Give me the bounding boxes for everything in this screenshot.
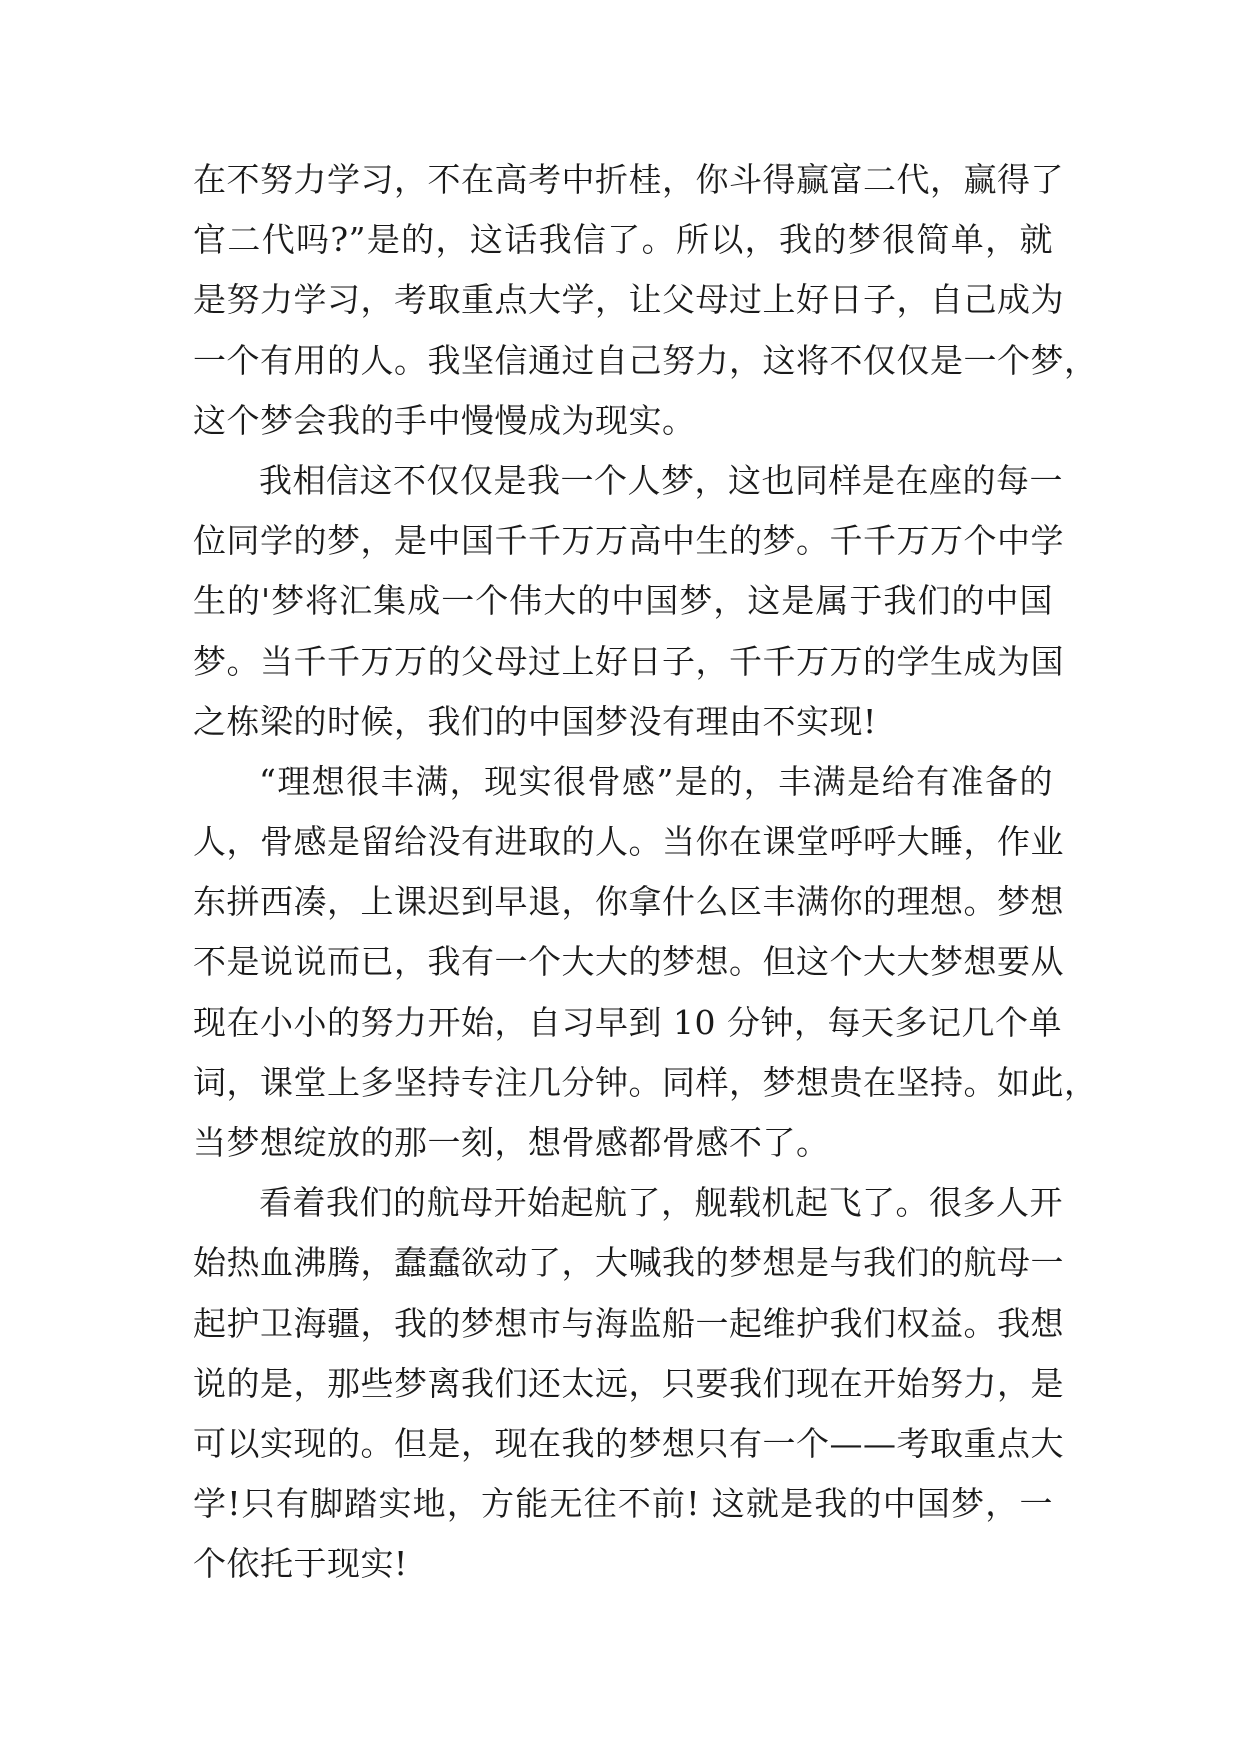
text-line: “理想很丰满，现实很骨感”是的，丰满是给有准备的 — [259, 761, 1053, 801]
text-line: 可以实现的。但是，现在我的梦想只有一个——考取重点大 — [193, 1423, 1064, 1463]
text-line: 官二代吗?”是的，这话我信了。所以，我的梦很简单，就 — [193, 220, 1053, 260]
text-line: 个依托于现实! — [193, 1544, 408, 1584]
text-line: 现在小小的努力开始，自习早到 10 分钟，每天多记几个单 — [193, 1002, 1062, 1042]
text-line: 起护卫海疆，我的梦想市与海监船一起维护我们权益。我想 — [193, 1303, 1064, 1343]
text-line: 词，课堂上多坚持专注几分钟。同样，梦想贵在坚持。如此， — [193, 1062, 1098, 1102]
text-line: 一个有用的人。我坚信通过自己努力，这将不仅仅是一个梦， — [193, 340, 1098, 380]
text-line: 在不努力学习，不在高考中折桂，你斗得赢富二代，赢得了 — [193, 160, 1064, 199]
text-line: 这个梦会我的手中慢慢成为现实。 — [193, 400, 696, 440]
body-text — [193, 150, 1098, 1595]
text-line: 我相信这不仅仅是我一个人梦，这也同样是在座的每一 — [259, 460, 1063, 500]
text-line: 人，骨感是留给没有进取的人。当你在课堂呼呼大睡，作业 — [193, 822, 1064, 862]
text-line: 学!只有脚踏实地，方能无往不前! 这就是我的中国梦，一 — [193, 1484, 1053, 1524]
text-line: 位同学的梦，是中国千千万万高中生的梦。千千万万个中学 — [193, 521, 1064, 561]
text-line: 梦。当千千万万的父母过上好日子，千千万万的学生成为国 — [193, 641, 1064, 681]
text-line: 始热血沸腾，蠢蠢欲动了，大喊我的梦想是与我们的航母一 — [193, 1243, 1064, 1283]
text-line: 之栋梁的时候，我们的中国梦没有理由不实现! — [193, 701, 877, 741]
text-line: 生的'梦将汇集成一个伟大的中国梦，这是属于我们的中国 — [193, 581, 1053, 621]
text-line: 不是说说而已，我有一个大大的梦想。但这个大大梦想要从 — [193, 942, 1064, 982]
text-line: 是努力学习，考取重点大学，让父母过上好日子，自己成为 — [193, 280, 1064, 320]
text-line: 说的是，那些梦离我们还太远，只要我们现在开始努力，是 — [193, 1363, 1064, 1403]
text-line: 当梦想绽放的那一刻，想骨感都骨感不了。 — [193, 1123, 830, 1162]
text-line: 看着我们的航母开始起航了，舰载机起飞了。很多人开 — [259, 1183, 1063, 1223]
text-line: 东拼西凑，上课迟到早退，你拿什么区丰满你的理想。梦想 — [193, 882, 1064, 922]
